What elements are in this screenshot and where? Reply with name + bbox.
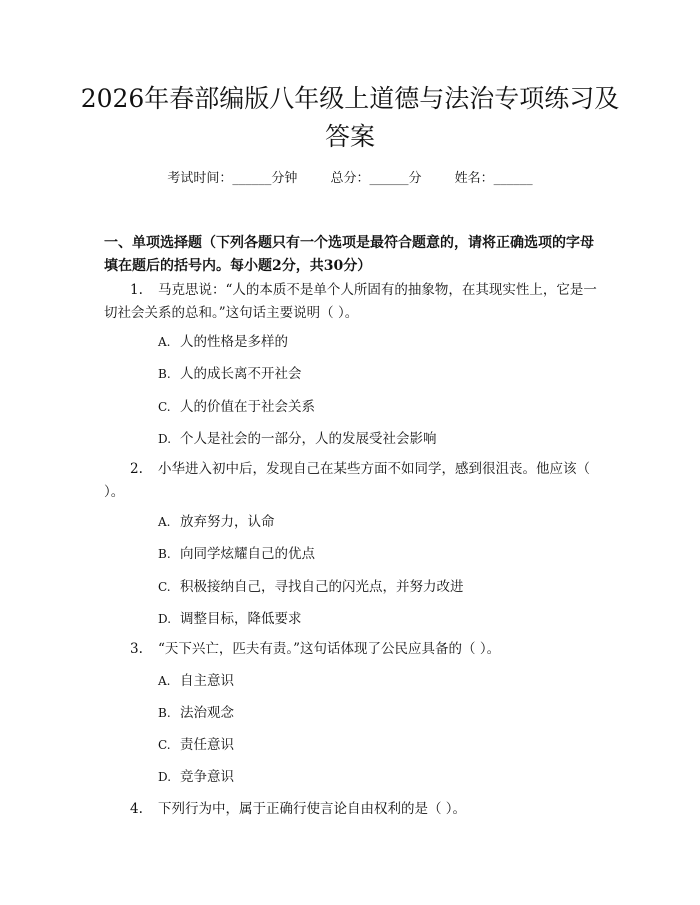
option-letter: C. [158,738,171,752]
question-text: 马克思说：“人的本质不是单个人所固有的抽象物，在其现实性上，它是一切社会关系的总和。”这句话主要说明（ ）。 [104,282,597,321]
option-text: 人的价值在于社会关系 [180,399,315,415]
option-letter: C. [158,400,171,414]
section-heading: 一、单项选择题（下列各题只有一个选项是最符合题意的，请将正确选项的字母填在题后的括号内。每小题2分，共30分） [104,235,594,274]
question-number: 4. [130,801,143,817]
name-label: 姓名： [454,171,494,186]
option-letter: A. [158,335,171,349]
time-blank: ______ [232,171,272,186]
option-text: 责任意识 [180,737,234,753]
option-2d [158,609,598,629]
option-1a [158,332,598,352]
option-letter: A. [158,515,171,529]
option-text: 向同学炫耀自己的优点 [180,546,315,562]
option-2b [158,544,598,564]
option-text: 个人是社会的一部分，人的发展受社会影响 [180,431,437,447]
option-letter: A. [158,674,171,688]
time-label: 考试时间： [167,171,233,186]
option-3c [158,735,598,755]
option-letter: C. [158,580,171,594]
question-number: 2. [130,461,143,477]
option-text: 竞争意识 [180,769,234,785]
option-text: 调整目标，降低要求 [180,611,302,627]
question-4 [104,798,600,821]
question-1 [104,279,600,325]
page-title: 2026年春部编版八年级上道德与法治专项练习及答案 [80,84,620,151]
option-text: 人的成长离不开社会 [180,366,302,382]
question-text: 下列行为中，属于正确行使言论自由权利的是（ ）。 [158,801,467,817]
option-text: 人的性格是多样的 [180,334,288,350]
option-3d [158,767,598,787]
option-1c [158,397,598,417]
name-blank: ______ [493,171,533,186]
exam-info-line [0,169,700,189]
option-letter: D. [158,770,172,784]
option-letter: D. [158,432,172,446]
option-text: 自主意识 [180,673,234,689]
time-unit: 分钟 [271,171,298,186]
option-text: 法治观念 [180,705,234,721]
option-3a [158,671,598,691]
option-letter: B. [158,367,171,381]
option-text: 放弃努力，认命 [180,514,275,530]
question-3 [104,638,600,661]
option-text: 积极接纳自己，寻找自己的闪光点，并努力改进 [180,579,464,595]
option-letter: B. [158,547,171,561]
option-1d [158,429,598,449]
option-2c [158,577,598,597]
score-unit: 分 [408,171,422,186]
option-letter: D. [158,612,172,626]
question-number: 1. [130,282,143,298]
option-3b [158,703,598,723]
question-text: “天下兴亡，匹夫有责。”这句话体现了公民应具备的（ ）。 [158,641,501,657]
question-text: 小华进入初中后，发现自己在某些方面不如同学，感到很沮丧。他应该（ ）。 [104,461,590,500]
option-letter: B. [158,706,171,720]
option-2a [158,512,598,532]
question-number: 3. [130,641,143,657]
score-blank: ______ [369,171,409,186]
option-1b [158,364,598,384]
score-label: 总分： [330,171,370,186]
question-2 [104,458,600,504]
